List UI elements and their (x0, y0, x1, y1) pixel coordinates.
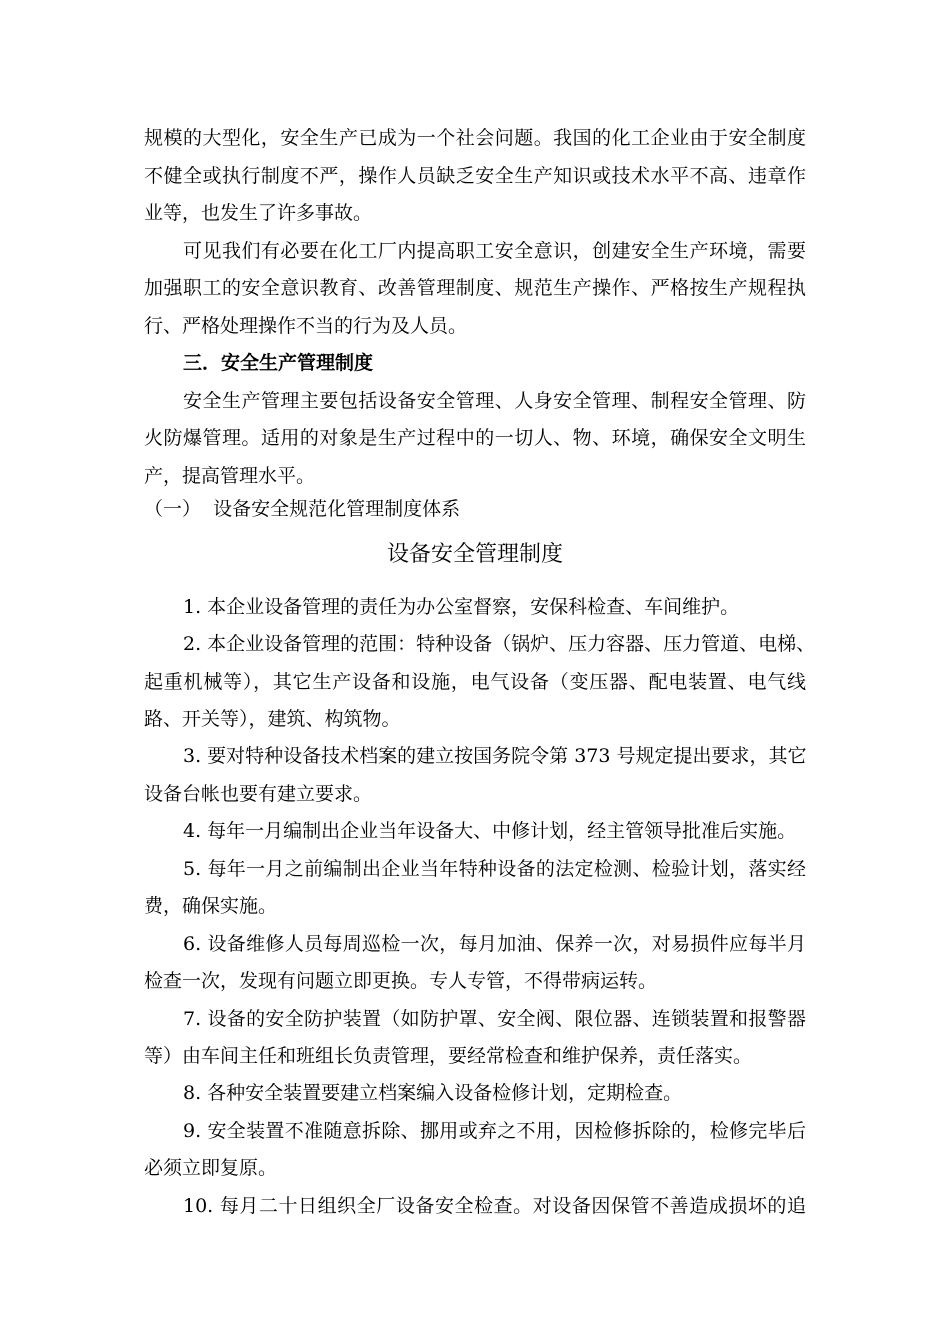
list-item-line: 路、开关等），建筑、构筑物。 (144, 708, 401, 730)
list-item-line: 6. 设备维修人员每周巡检一次，每月加油、保养一次，对易损件应每半月 (183, 933, 806, 955)
list-item-line: 设备台帐也要有建立要求。 (144, 783, 373, 805)
list-item-line: 检查一次，发现有问题立即更换。专人专管，不得带病运转。 (144, 970, 658, 992)
list-item-line: 2. 本企业设备管理的范围：特种设备（锅炉、压力容器、压力管道、电梯、 (183, 633, 816, 655)
list-item-line: 5. 每年一月之前编制出企业当年特种设备的法定检测、检验计划，落实经 (183, 858, 806, 880)
paragraph-line: 安全生产管理主要包括设备安全管理、人身安全管理、制程安全管理、防 (183, 390, 806, 412)
list-item-line: 1. 本企业设备管理的责任为办公室督察，安保科检查、车间维护。 (183, 596, 740, 618)
list-item-line: 3. 要对特种设备技术档案的建立按国务院令第 373 号规定提出要求，其它 (183, 745, 807, 767)
list-item-line: 起重机械等），其它生产设备和设施，电气设备（变压器、配电装置、电气线 (144, 671, 806, 693)
list-item-line: 4. 每年一月编制出企业当年设备大、中修计划，经主管领导批准后实施。 (183, 820, 797, 842)
list-item-line: 9. 安全装置不准随意拆除、挪用或弃之不用，因检修拆除的，检修完毕后 (183, 1120, 806, 1142)
paragraph-line: 行、严格处理操作不当的行为及人员。 (144, 315, 468, 337)
paragraph-line: 火防爆管理。适用的对象是生产过程中的一切人、物、环境，确保安全文明生 (144, 427, 806, 449)
list-item-line: 8. 各种安全装置要建立档案编入设备检修计划，定期检查。 (183, 1082, 683, 1104)
list-item-line: 等）由车间主任和班组长负责管理，要经常检查和维护保养，责任落实。 (144, 1045, 753, 1067)
paragraph-line: 可见我们有必要在化工厂内提高职工安全意识，创建安全生产环境，需要 (183, 240, 806, 262)
list-item-line: 10. 每月二十日组织全厂设备安全检查。对设备因保管不善造成损坏的追 (183, 1195, 806, 1217)
subsection-heading: （一） 设备安全规范化管理制度体系 (144, 498, 461, 520)
paragraph-line: 规模的大型化，安全生产已成为一个社会问题。我国的化工企业由于安全制度 (144, 127, 806, 149)
paragraph-line: 产，提高管理水平。 (144, 465, 316, 487)
list-item-line: 必须立即复原。 (144, 1157, 278, 1179)
list-item-line: 费，确保实施。 (144, 895, 278, 917)
document-title: 设备安全管理制度 (386, 542, 563, 567)
paragraph-line: 业等，也发生了许多事故。 (144, 202, 373, 224)
paragraph-line: 不健全或执行制度不严，操作人员缺乏安全生产知识或技术水平不高、违章作 (144, 165, 806, 187)
paragraph-line: 加强职工的安全意识教育、改善管理制度、规范生产操作、严格按生产规程执 (144, 277, 806, 299)
list-item-line: 7. 设备的安全防护装置（如防护罩、安全阀、限位器、连锁装置和报警器 (183, 1008, 806, 1030)
section-heading: 三．安全生产管理制度 (183, 352, 374, 374)
